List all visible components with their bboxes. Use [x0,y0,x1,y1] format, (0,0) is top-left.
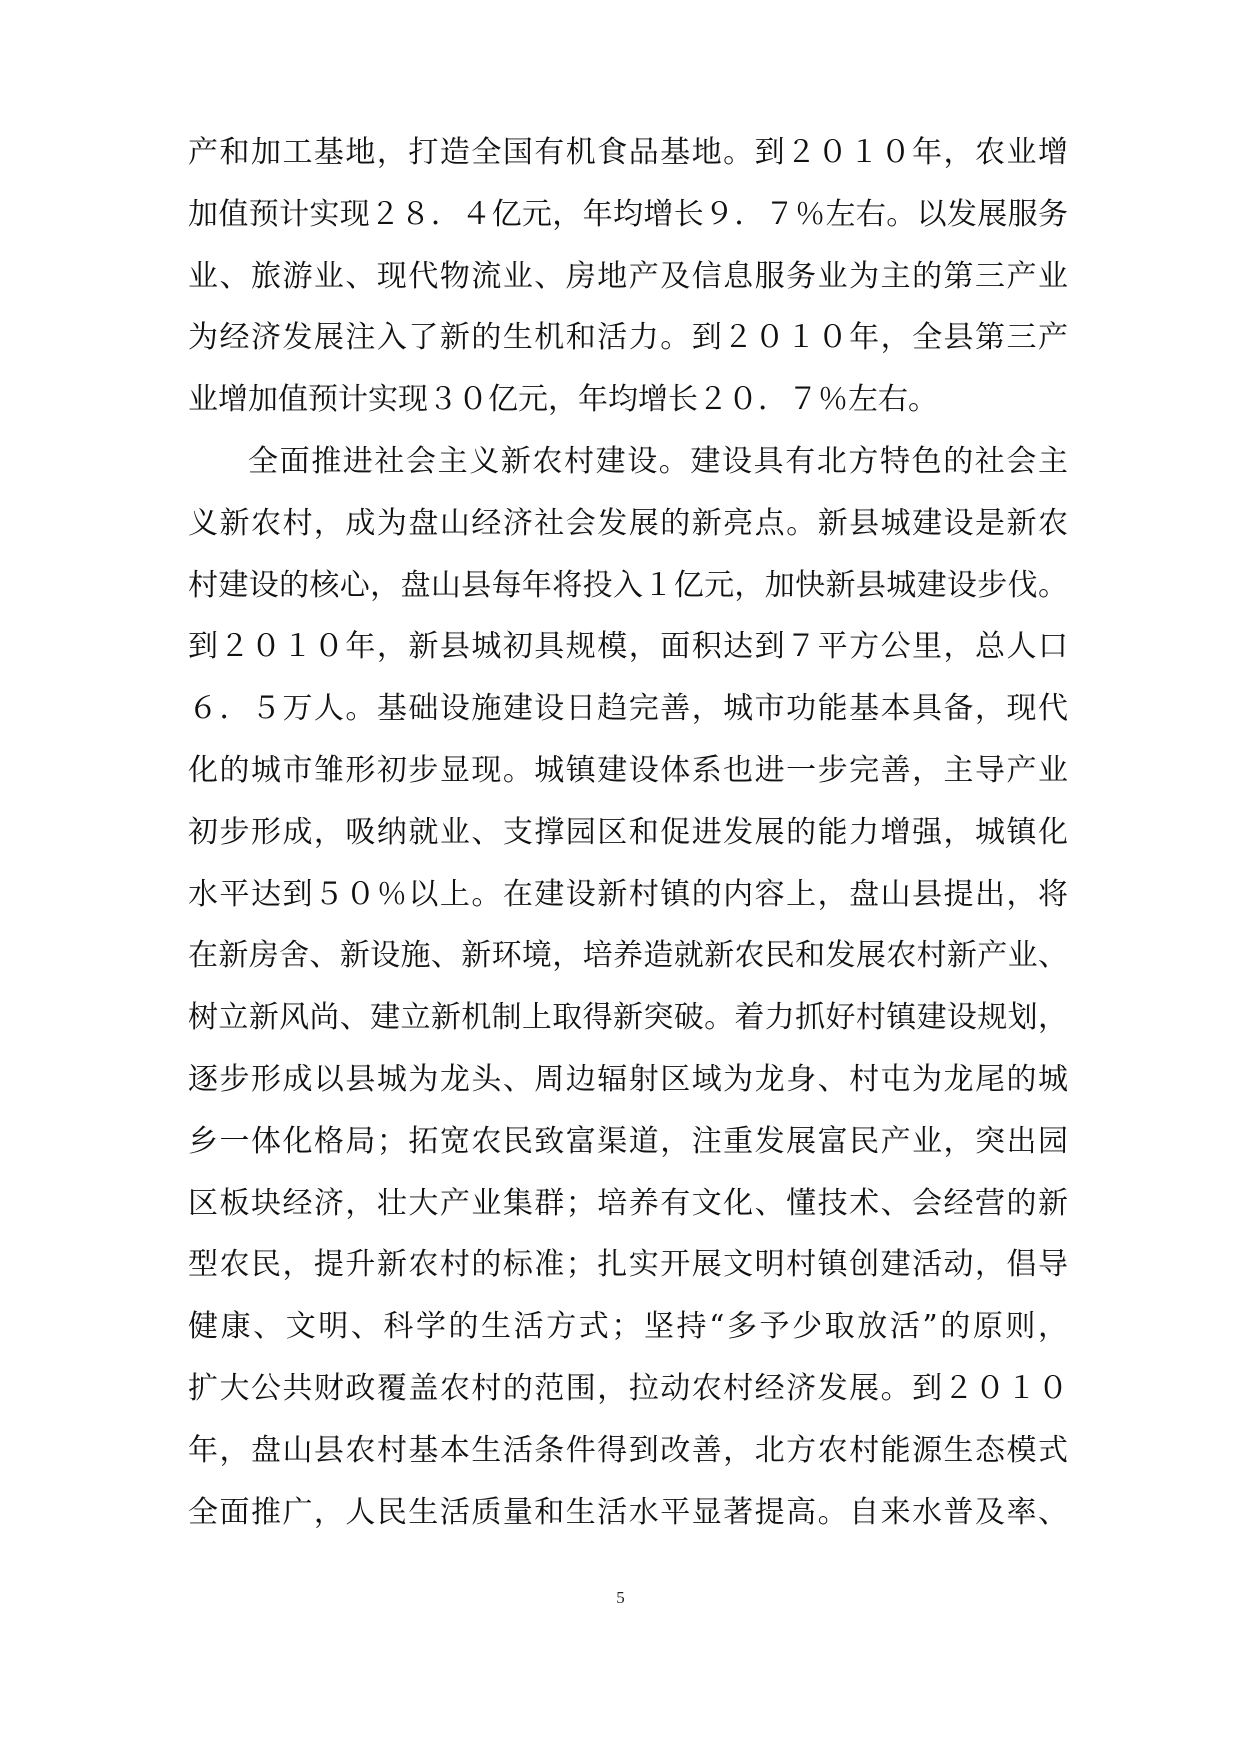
text-line: 水平达到５０％以上。在建设新村镇的内容上，盘山县提出，将 [188,876,1068,912]
text-line: 乡一体化格局；拓宽农民致富渠道，注重发展富民产业，突出园 [188,1123,1068,1159]
page-number: 5 [616,1588,625,1607]
text-line: 为经济发展注入了新的生机和活力。到２０１０年，全县第三产 [188,320,1068,356]
text-line: 到２０１０年，新县城初具规模，面积达到７平方公里，总人口 [188,629,1068,665]
text-line: 全面推进社会主义新农村建设。建设具有北方特色的社会主 [248,443,1068,479]
text-line: 型农民，提升新农村的标准；扎实开展文明村镇创建活动，倡导 [188,1247,1068,1283]
text-line: ６．５万人。基础设施建设日趋完善，城市功能基本具备，现代 [188,691,1068,727]
text-line: 化的城市雏形初步显现。城镇建设体系也进一步完善，主导产业 [188,752,1068,788]
text-line: 树立新风尚、建立新机制上取得新突破。着力抓好村镇建设规划， [188,1000,1068,1036]
text-line: 业、旅游业、现代物流业、房地产及信息服务业为主的第三产业 [188,258,1068,294]
paragraph-2 [188,431,1068,1543]
text-line: 在新房舍、新设施、新环境，培养造就新农民和发展农村新产业、 [188,938,1068,974]
text-line: 加值预计实现２８．４亿元，年均增长９．７％左右。以发展服务 [188,196,1068,232]
text-line: 全面推广，人民生活质量和生活水平显著提高。自来水普及率、 [188,1494,1068,1530]
text-line: 扩大公共财政覆盖农村的范围，拉动农村经济发展。到２０１０ [188,1370,1068,1406]
paragraph-1 [188,122,1068,431]
text-line: 逐步形成以县城为龙头、周边辐射区域为龙身、村屯为龙尾的城 [188,1061,1068,1097]
body-text [188,122,1068,1543]
text-line: 义新农村，成为盘山经济社会发展的新亮点。新县城建设是新农 [188,505,1068,541]
text-line: 健康、文明、科学的生活方式；坚持“多予少取放活”的原则， [188,1309,1068,1345]
text-line: 产和加工基地，打造全国有机食品基地。到２０１０年，农业增 [188,135,1068,170]
text-line: 业增加值预计实现３０亿元，年均增长２０．７％左右。 [188,382,938,418]
text-line: 初步形成，吸纳就业、支撑园区和促进发展的能力增强，城镇化 [188,814,1068,850]
text-line: 村建设的核心，盘山县每年将投入１亿元，加快新县城建设步伐。 [188,567,1068,603]
text-line: 区板块经济，壮大产业集群；培养有文化、懂技术、会经营的新 [188,1185,1068,1221]
text-line: 年，盘山县农村基本生活条件得到改善，北方农村能源生态模式 [188,1432,1068,1468]
